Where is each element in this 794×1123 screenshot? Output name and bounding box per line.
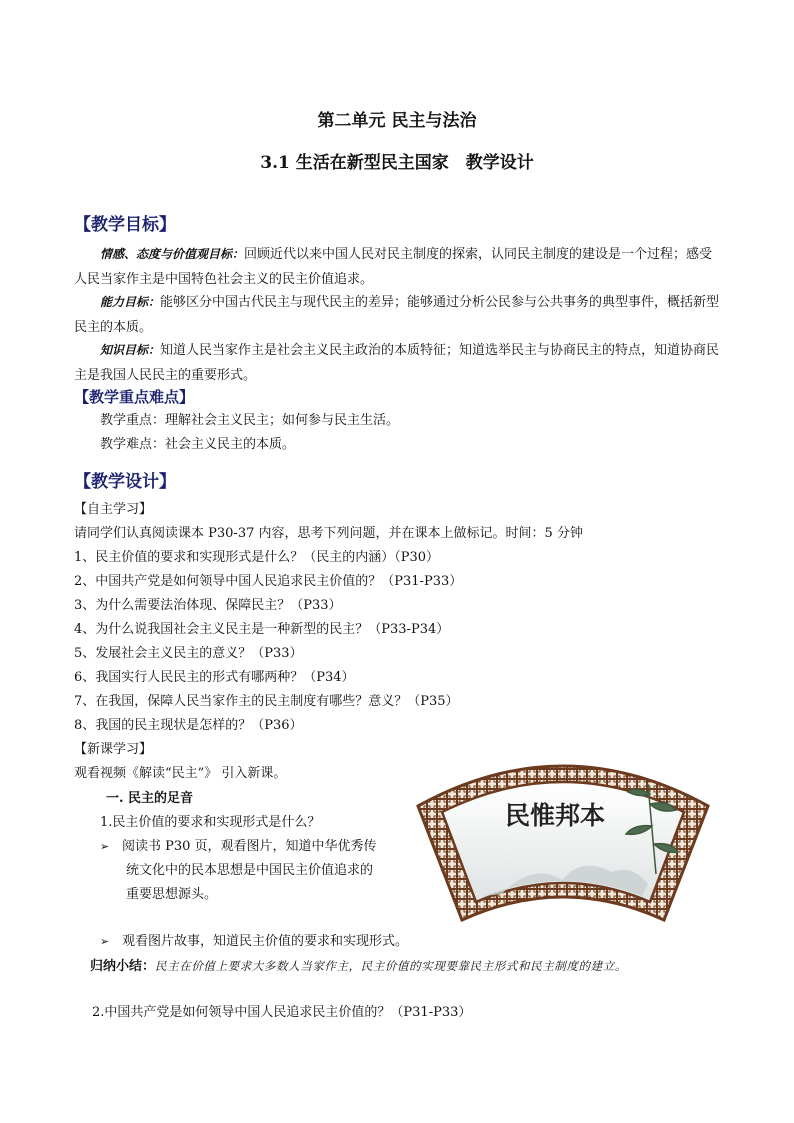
- lesson-title: 3.1 生活在新型民主国家 教学设计: [260, 153, 534, 173]
- question-item: 2、中国共产党是如何领导中国人民追求民主价值的？（P31-P33）: [74, 574, 463, 589]
- teaching-focus: 教学重点：理解社会主义民主；如何参与民主生活。: [100, 413, 400, 428]
- question-item: 1、民主价值的要求和实现形式是什么？（民主的内涵）（P30）: [74, 550, 440, 565]
- question-item: 4、为什么说我国社会主义民主是一种新型的民主？（P33-P34）: [74, 622, 450, 637]
- question-item: 6、我国实行人民民主的形式有哪两种？（P34）: [74, 670, 355, 685]
- lesson-intro: 观看视频《解读“民主”》 引入新课。: [74, 766, 287, 781]
- summary: [90, 955, 627, 978]
- bullet-text-continued: 统文化中的民本思想是中国民主价值追求的: [126, 863, 374, 878]
- question-two: 2.中国共产党是如何领导中国人民追求民主价值的？（P31-P33）: [92, 1005, 472, 1020]
- bullet-text-continued: 重要思想源头。: [126, 887, 218, 902]
- question-item: 3、为什么需要法治体现、保障民主？（P33）: [74, 598, 342, 613]
- bullet-item: [100, 836, 377, 858]
- bullet-arrow-icon: ➢: [100, 935, 110, 948]
- knowledge-goal-label: 知识目标：: [100, 343, 161, 357]
- self-study-heading: 【自主学习】: [74, 502, 153, 517]
- bullet-text: 阅读书 P30 页，观看图片，知道中华优秀传: [122, 839, 377, 854]
- bullet-item: [100, 931, 408, 953]
- bullet-text: 观看图片故事，知道民主价值的要求和实现形式。: [122, 934, 409, 949]
- self-study-instruction: 请同学们认真阅读课本 P30-37 内容，思考下列问题，并在课本上做标记。时间：5 分钟: [74, 526, 583, 541]
- question-one: 1.民主价值的要求和实现形式是什么？: [100, 815, 321, 830]
- design-heading: 【教学设计】: [74, 472, 176, 492]
- question-item: 5、发展社会主义民主的意义？（P33）: [74, 646, 303, 661]
- question-item: 8、我国的民主现状是怎样的？（P36）: [74, 718, 303, 733]
- teaching-difficulty: 教学难点：社会主义民主的本质。: [100, 437, 296, 452]
- keypoints-heading: 【教学重点难点】: [74, 388, 195, 406]
- emotion-goal: [74, 242, 724, 292]
- ability-goal-text: 能够区分中国古代民主与现代民主的差异；能够通过分析公民参与公共事务的典型事件，概括新型民主的本质。: [74, 295, 720, 335]
- new-study-heading: 【新课学习】: [74, 742, 153, 757]
- bullet-arrow-icon: ➢: [100, 840, 110, 853]
- ability-goal-label: 能力目标：: [100, 295, 161, 309]
- emotion-goal-label: 情感、态度与价值观目标：: [100, 247, 245, 261]
- question-item: 7、在我国，保障人民当家作主的民主制度有哪些？意义？（P35）: [74, 694, 459, 709]
- ability-goal: [74, 290, 724, 340]
- summary-label: 归纳小结：: [90, 959, 156, 974]
- figure-caption: 民惟邦本: [504, 801, 606, 830]
- summary-text: 民主在价值上要求大多数人当家作主，民主价值的实现要靠民主形式和民主制度的建立。: [155, 959, 627, 973]
- knowledge-goal: [74, 338, 724, 388]
- knowledge-goal-text: 知道人民当家作主是社会主义民主政治的本质特征；知道选举民主与协商民主的特点，知道协商民主是我国人民民主的重要形式。: [74, 343, 720, 383]
- minwei-bangben-figure: [412, 744, 714, 922]
- part-one-heading: 一. 民主的足音: [106, 791, 194, 806]
- emotion-goal-text: 回顾近代以来中国人民对民主制度的探索，认同民主制度的建设是一个过程；感受人民当家作主是中国特色社会主义的民主价值追求。: [74, 247, 713, 287]
- unit-title: 第二单元 民主与法治: [317, 111, 477, 131]
- goals-heading: 【教学目标】: [74, 215, 176, 235]
